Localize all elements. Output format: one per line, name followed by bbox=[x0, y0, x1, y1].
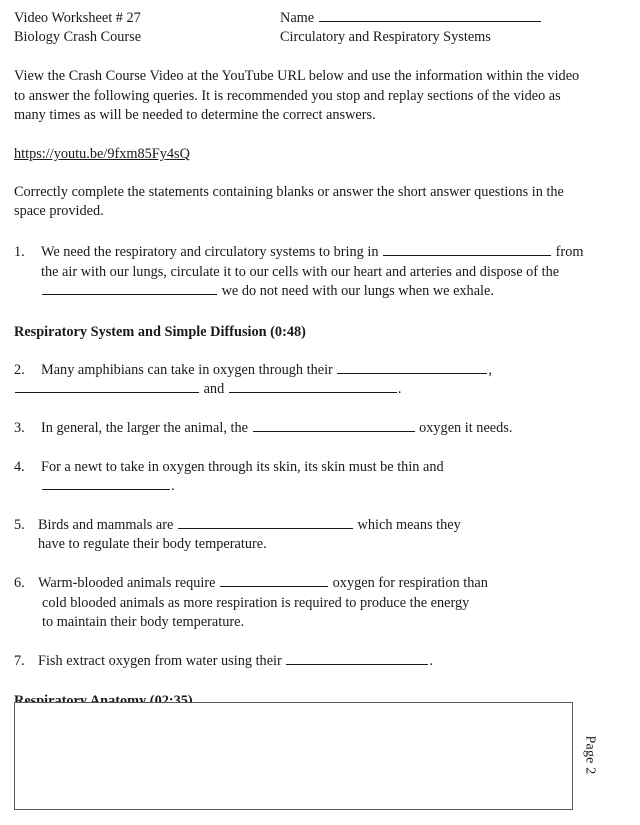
question-3-part-a: In general, the larger the animal, the bbox=[41, 419, 248, 436]
question-7-line-1 bbox=[38, 652, 594, 672]
question-4-line-1 bbox=[41, 458, 594, 478]
document-content bbox=[14, 9, 594, 769]
question-4-blank-1[interactable] bbox=[42, 478, 170, 490]
instructions-paragraph: Correctly complete the statements containing blanks or answer the short answer questions in the space provided. bbox=[14, 183, 564, 220]
question-1-part-c: we do not need with our lungs when we exhale. bbox=[221, 283, 494, 300]
question-1-part-b: from the air with our lungs, circulate it to our cells with our heart and arteries and dispose of the bbox=[41, 243, 584, 280]
question-3-number: 3. bbox=[14, 419, 25, 436]
question-2-line-1 bbox=[41, 361, 594, 381]
question-6-line-1 bbox=[38, 574, 594, 594]
question-4-number: 4. bbox=[14, 458, 25, 475]
intro-paragraph: View the Crash Course Video at the YouTube URL below and use the information within the video to answer the following queries. It is recommended you stop and replay sections of the video as many times as will be needed to determine the correct answers. bbox=[14, 68, 580, 124]
question-1-text bbox=[41, 243, 594, 302]
question-5-number: 5. bbox=[14, 516, 25, 533]
question-4-period: . bbox=[171, 478, 175, 495]
question-2-part-b: and bbox=[203, 381, 225, 398]
questions-list bbox=[14, 243, 594, 770]
page-number-label: Page 2 bbox=[582, 735, 598, 775]
question-4 bbox=[14, 458, 594, 497]
youtube-url-link[interactable]: https://youtu.be/9fxm85Fy4sQ bbox=[14, 145, 190, 162]
worksheet-topic: Circulatory and Respiratory Systems bbox=[280, 28, 491, 45]
question-2 bbox=[14, 361, 594, 400]
question-4-line-2 bbox=[41, 477, 594, 497]
question-6-number: 6. bbox=[14, 574, 25, 591]
question-7-number: 7. bbox=[14, 652, 25, 669]
name-input-blank[interactable] bbox=[319, 9, 541, 22]
answer-box-question-8[interactable] bbox=[14, 702, 573, 810]
question-2-blank-2[interactable] bbox=[15, 381, 199, 393]
question-3-line-1 bbox=[41, 419, 594, 439]
question-3-blank-1[interactable] bbox=[253, 420, 415, 432]
question-2-period: . bbox=[397, 381, 402, 398]
question-5-part-b: which means they bbox=[357, 516, 461, 533]
worksheet-header bbox=[14, 9, 594, 46]
header-row-2 bbox=[14, 28, 594, 47]
header-row-1 bbox=[14, 9, 594, 28]
question-5-line-2: have to regulate their body temperature. bbox=[38, 536, 267, 553]
page-number-footer bbox=[574, 700, 604, 810]
question-7-part-a: Fish extract oxygen from water using their bbox=[38, 652, 282, 669]
question-3-part-b: oxygen it needs. bbox=[419, 419, 513, 436]
course-subtitle: Biology Crash Course bbox=[14, 28, 142, 45]
question-1-number: 1. bbox=[14, 243, 25, 260]
question-6-line-3: to maintain their body temperature. bbox=[42, 614, 245, 631]
question-6-blank-1[interactable] bbox=[220, 574, 328, 586]
section-heading-respiratory-system: Respiratory System and Simple Diffusion (0:48) bbox=[14, 323, 306, 340]
question-2-part-a: Many amphibians can take in oxygen through their bbox=[41, 361, 333, 378]
question-2-blank-1[interactable] bbox=[337, 361, 487, 373]
question-1-blank-2[interactable] bbox=[42, 283, 217, 295]
question-1-blank-1[interactable] bbox=[383, 244, 551, 256]
question-2-line-2 bbox=[14, 380, 594, 400]
question-6-part-a: Warm-blooded animals require bbox=[38, 574, 216, 591]
question-6-line-2: cold blooded animals as more respiration is required to produce the energy bbox=[42, 594, 470, 611]
question-1 bbox=[14, 243, 594, 302]
question-6-part-b: oxygen for respiration than bbox=[332, 574, 488, 591]
question-7-period: . bbox=[429, 652, 433, 669]
question-3 bbox=[14, 419, 594, 439]
question-2-number: 2. bbox=[14, 361, 25, 378]
name-field-group bbox=[280, 9, 594, 28]
name-label: Name bbox=[280, 10, 315, 26]
question-4-part-a: For a newt to take in oxygen through its skin, its skin must be thin and bbox=[41, 458, 444, 475]
question-2-comma: , bbox=[488, 361, 492, 378]
video-url-line bbox=[14, 145, 594, 164]
question-5 bbox=[14, 516, 594, 555]
question-5-line-1 bbox=[38, 516, 594, 536]
question-2-blank-3[interactable] bbox=[229, 381, 397, 393]
question-7 bbox=[14, 652, 594, 672]
question-6 bbox=[14, 574, 594, 633]
question-1-part-a: We need the respiratory and circulatory systems to bring in bbox=[41, 243, 379, 260]
question-5-part-a: Birds and mammals are bbox=[38, 516, 174, 533]
worksheet-title: Video Worksheet # 27 bbox=[14, 10, 141, 26]
question-5-blank-1[interactable] bbox=[178, 516, 353, 528]
question-7-blank-1[interactable] bbox=[286, 652, 428, 664]
